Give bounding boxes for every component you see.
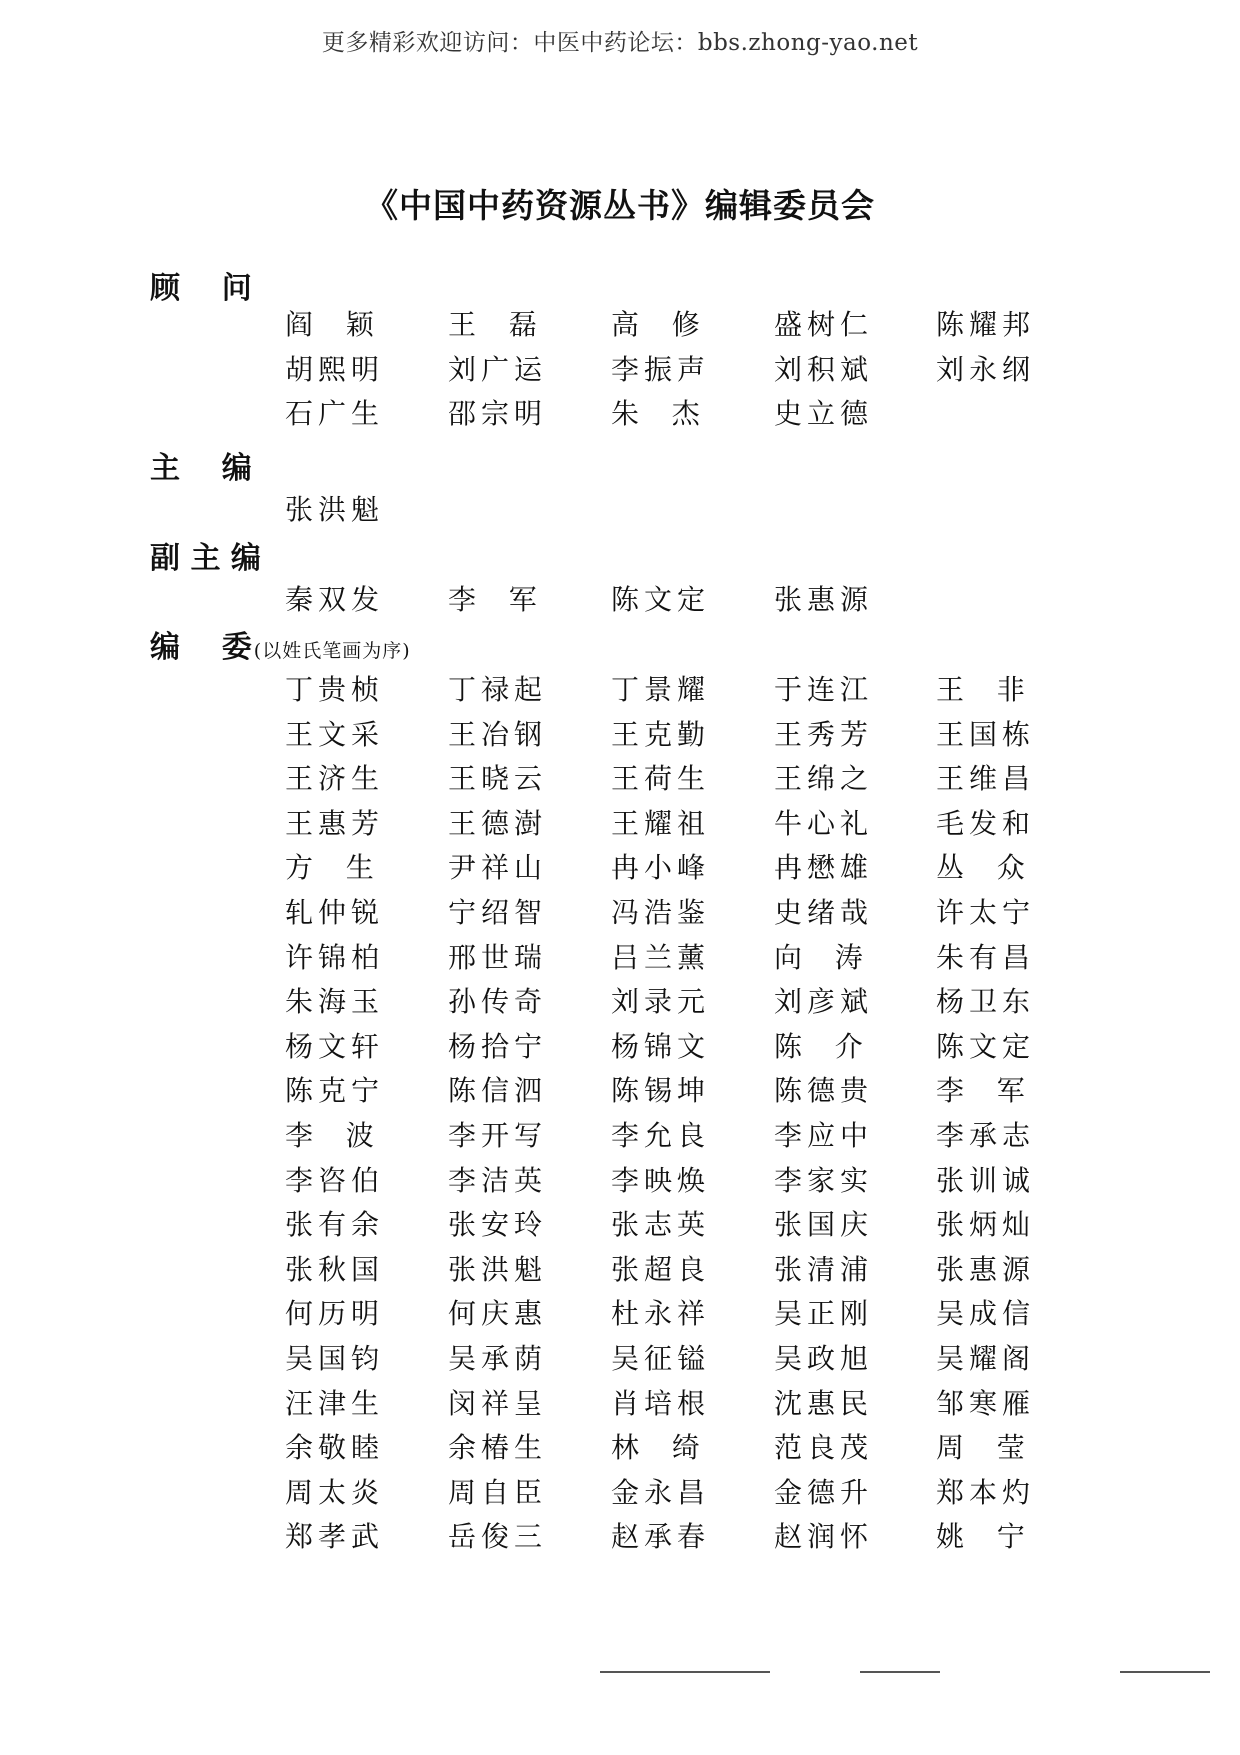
member-name: 王惠芳	[285, 806, 385, 840]
member-name: 林 绮	[611, 1431, 705, 1465]
member-name: 闵祥呈	[448, 1386, 548, 1420]
member-name: 周 莹	[936, 1431, 1030, 1465]
member-name: 高 修	[611, 308, 705, 341]
member-name: 宁绍智	[448, 896, 548, 929]
member-name: 沈惠民	[774, 1386, 874, 1420]
member-name: 陈文定	[936, 1029, 1036, 1063]
member-name: 王 磊	[448, 308, 542, 341]
member-name: 刘彦斌	[774, 985, 874, 1019]
member-name: 阎 颖	[285, 308, 379, 341]
section-heading-note: (以姓氏笔画为序)	[253, 640, 411, 662]
member-name: 杨拾宁	[448, 1029, 548, 1063]
member-name: 丁贵桢	[285, 673, 385, 706]
member-name: 李 军	[936, 1074, 1030, 1108]
member-name: 李承志	[936, 1119, 1036, 1152]
member-name: 杨文轩	[285, 1029, 385, 1063]
scan-artifact-line	[1120, 1671, 1210, 1673]
member-name: 李振声	[611, 352, 711, 386]
member-name: 李 波	[285, 1119, 379, 1152]
scan-artifact-line	[600, 1671, 770, 1673]
member-name: 盛树仁	[774, 308, 874, 341]
member-name: 陈 介	[774, 1029, 868, 1063]
member-name: 方 生	[285, 851, 379, 885]
member-name: 吴正刚	[774, 1297, 874, 1331]
section-heading	[150, 263, 252, 307]
member-name: 秦双发	[285, 583, 385, 616]
member-name: 刘广运	[448, 352, 548, 386]
scan-artifact-line	[860, 1671, 940, 1673]
member-name: 李咨伯	[285, 1163, 385, 1197]
member-name: 王晓云	[448, 762, 548, 796]
member-name: 冯浩鉴	[611, 896, 711, 929]
member-name: 李 军	[448, 583, 542, 616]
member-name: 张清浦	[774, 1252, 874, 1286]
member-name: 冉懋雄	[774, 851, 874, 885]
member-name: 李开写	[448, 1119, 548, 1152]
member-name: 赵润怀	[774, 1520, 874, 1554]
section-heading-label: 编 委	[150, 630, 252, 665]
member-name: 杜永祥	[611, 1297, 711, 1331]
member-name: 尹祥山	[448, 851, 548, 885]
member-name: 张洪魁	[285, 493, 385, 526]
member-name: 何历明	[285, 1297, 385, 1331]
member-name: 邹寒雁	[936, 1386, 1036, 1420]
member-name: 吴征镒	[611, 1342, 711, 1375]
member-name: 郑孝武	[285, 1520, 385, 1554]
member-name: 轧仲锐	[285, 896, 385, 929]
member-name: 郑本灼	[936, 1475, 1036, 1509]
member-name: 王绵之	[774, 762, 874, 796]
member-name: 岳俊三	[448, 1520, 548, 1554]
member-name: 于连江	[774, 673, 874, 706]
member-name: 吴政旭	[774, 1342, 874, 1375]
member-name: 丛 众	[936, 851, 1030, 885]
member-name: 邢世瑞	[448, 940, 548, 974]
member-name: 胡熙明	[285, 352, 385, 386]
member-name: 余敬睦	[285, 1431, 385, 1465]
member-name: 李映焕	[611, 1163, 711, 1197]
member-name: 李允良	[611, 1119, 711, 1152]
member-name: 周太炎	[285, 1475, 385, 1509]
member-name: 朱 杰	[611, 397, 705, 431]
member-name: 张炳灿	[936, 1208, 1036, 1242]
section-heading-label: 主 编	[150, 451, 252, 486]
member-name: 杨卫东	[936, 985, 1036, 1019]
member-name: 李家实	[774, 1163, 874, 1197]
member-name: 王维昌	[936, 762, 1036, 796]
member-name: 余椿生	[448, 1431, 548, 1465]
member-name: 许太宁	[936, 896, 1036, 929]
section-heading	[150, 533, 261, 577]
member-name: 吴国钧	[285, 1342, 385, 1375]
member-name: 吕兰薰	[611, 940, 711, 974]
member-name: 陈克宁	[285, 1074, 385, 1108]
member-name: 赵承春	[611, 1520, 711, 1554]
member-name: 姚 宁	[936, 1520, 1030, 1554]
member-name: 张惠源	[774, 583, 874, 616]
member-name: 毛发和	[936, 806, 1036, 840]
member-name: 王国栋	[936, 717, 1036, 751]
member-name: 刘录元	[611, 985, 711, 1019]
member-name: 刘永纲	[936, 352, 1036, 386]
section-heading-label: 顾 问	[150, 271, 252, 306]
member-name: 丁景耀	[611, 673, 711, 706]
member-name: 王荷生	[611, 762, 711, 796]
member-name: 张安玲	[448, 1208, 548, 1242]
member-name: 李洁英	[448, 1163, 548, 1197]
member-name: 王济生	[285, 762, 385, 796]
member-name: 陈锡坤	[611, 1074, 711, 1108]
member-name: 张秋国	[285, 1252, 385, 1286]
member-name: 向 涛	[774, 940, 868, 974]
member-name: 何庆惠	[448, 1297, 548, 1331]
member-name: 张洪魁	[448, 1252, 548, 1286]
member-name: 吴耀阁	[936, 1342, 1036, 1375]
section-heading	[150, 443, 252, 487]
member-name: 朱有昌	[936, 940, 1036, 974]
member-name: 王秀芳	[774, 717, 874, 751]
member-name: 杨锦文	[611, 1029, 711, 1063]
member-name: 石广生	[285, 397, 385, 431]
member-name: 周自臣	[448, 1475, 548, 1509]
member-name: 张国庆	[774, 1208, 874, 1242]
member-name: 金永昌	[611, 1475, 711, 1509]
member-name: 王冶钢	[448, 717, 548, 751]
member-name: 孙传奇	[448, 985, 548, 1019]
member-name: 李应中	[774, 1119, 874, 1152]
member-name: 吴承荫	[448, 1342, 548, 1375]
member-name: 张有余	[285, 1208, 385, 1242]
member-name: 史立德	[774, 397, 874, 431]
member-name: 王 非	[936, 673, 1030, 706]
member-name: 冉小峰	[611, 851, 711, 885]
member-name: 汪津生	[285, 1386, 385, 1420]
section-heading	[150, 622, 411, 666]
member-name: 史绪哉	[774, 896, 874, 929]
member-name: 张志英	[611, 1208, 711, 1242]
member-name: 邵宗明	[448, 397, 548, 431]
member-name: 丁禄起	[448, 673, 548, 706]
member-name: 王克勤	[611, 717, 711, 751]
member-name: 张训诚	[936, 1163, 1036, 1197]
member-name: 范良茂	[774, 1431, 874, 1465]
member-name: 王耀祖	[611, 806, 711, 840]
header-note: 更多精彩欢迎访问：中医中药论坛：bbs.zhong-yao.net	[321, 30, 919, 56]
member-name: 牛心礼	[774, 806, 874, 840]
member-name: 陈德贵	[774, 1074, 874, 1108]
member-name: 王文采	[285, 717, 385, 751]
member-name: 张超良	[611, 1252, 711, 1286]
member-name: 刘积斌	[774, 352, 874, 386]
member-name: 陈文定	[611, 583, 711, 616]
member-name: 王德澍	[448, 806, 548, 840]
member-name: 陈信泗	[448, 1074, 548, 1108]
member-name: 朱海玉	[285, 985, 385, 1019]
member-name: 陈耀邦	[936, 308, 1036, 341]
document-title: 《中国中药资源丛书》编辑委员会	[365, 186, 875, 225]
section-heading-label: 副 主 编	[150, 541, 261, 576]
member-name: 张惠源	[936, 1252, 1036, 1286]
member-name: 金德升	[774, 1475, 874, 1509]
member-name: 吴成信	[936, 1297, 1036, 1331]
member-name: 肖培根	[611, 1386, 711, 1420]
member-name: 许锦柏	[285, 940, 385, 974]
